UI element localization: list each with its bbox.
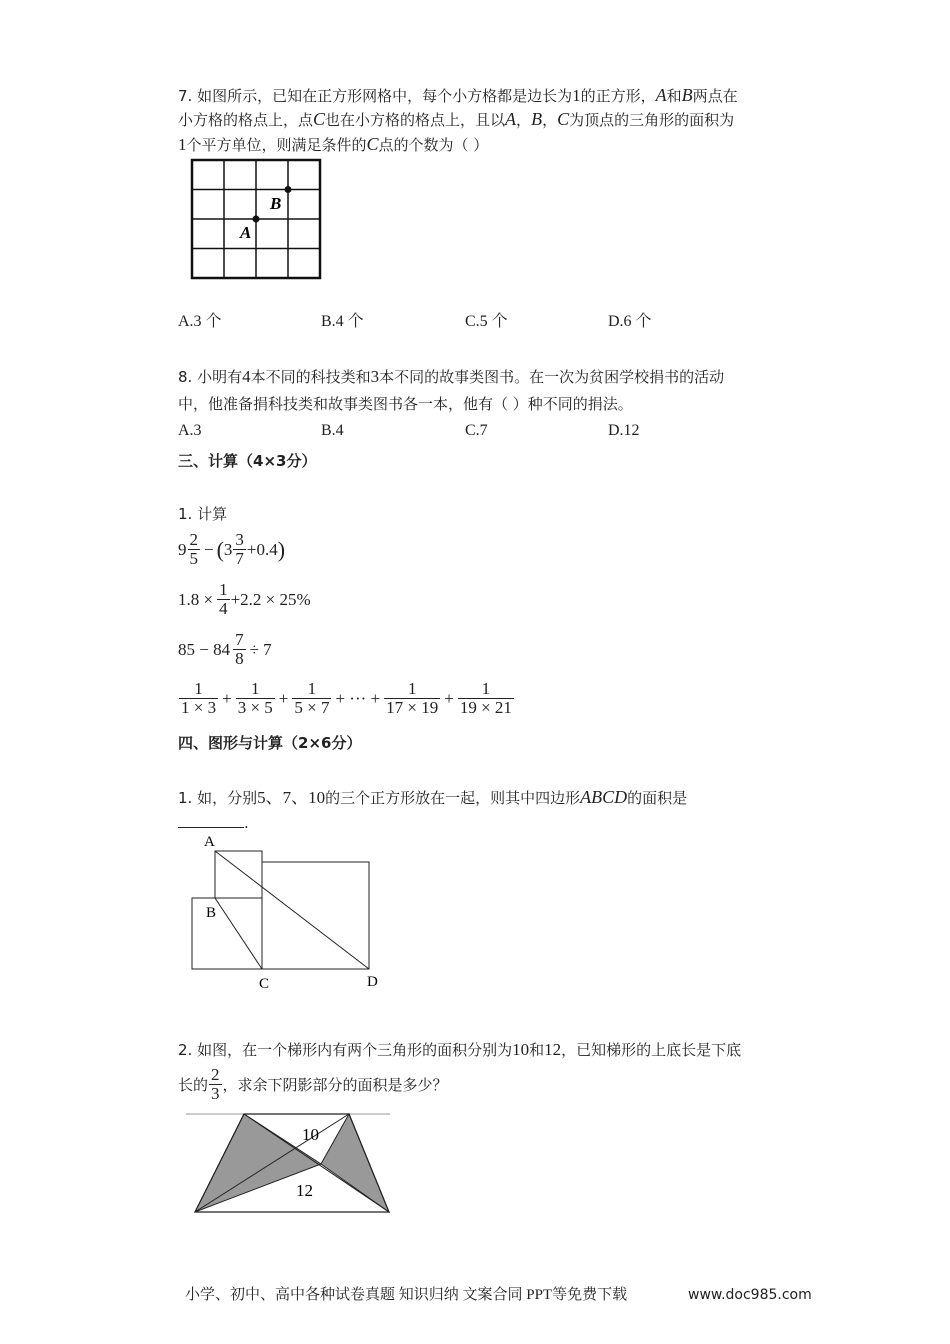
q8-option-d[interactable]: D.12 — [608, 422, 640, 439]
q7-option-c[interactable]: C.5 个 — [465, 313, 508, 330]
q7-option-a[interactable]: A.3 个 — [178, 313, 222, 330]
s4-q2-line1: 2. 如图，在一个梯形内有两个三角形的面积分别为10和12，已知梯形的上底长是下底 — [178, 1040, 742, 1059]
expr-3: 85 − 84 $\frac{7}{8}$ ÷ 7 — [178, 630, 272, 668]
q7-line3: 1个平方单位，则满足条件的C点的个数为（ ） — [178, 134, 489, 154]
q7-option-d[interactable]: D.6 个 — [608, 313, 652, 330]
fig-label-c: C — [259, 976, 270, 992]
grid-figure — [188, 156, 324, 282]
q7-line2: 小方格的格点上，点C也在小方格的格点上，且以A，B，C为顶点的三角形的面积为 — [178, 109, 735, 129]
section4-title: 四、图形与计算（2×6分） — [178, 734, 362, 752]
trap-label-bottom: 12 — [296, 1181, 313, 1200]
footer-left: 小学、初中、高中各种试卷真题 知识归纳 文案合同 PPT等免费下载 — [185, 1287, 628, 1303]
s4-q1-line1: 1. 如，分别5、7、10的三个正方形放在一起，则其中四边形ABCD的面积是 — [178, 787, 688, 807]
q8-option-a[interactable]: A.3 — [178, 422, 202, 439]
fig-label-b: B — [206, 905, 217, 921]
q8-line1: 8. 小明有4本不同的科技类和3本不同的故事类图书。在一次为贫困学校捐书的活动 — [178, 367, 725, 386]
s4-q1-line2: . — [178, 812, 249, 834]
section3-title: 三、计算（4×3分） — [178, 452, 317, 470]
fig-label-d: D — [367, 974, 378, 990]
q7-line1: 7. 如图所示，已知在正方形网格中，每个小方格都是边长为1的正方形，A和B两点在 — [178, 85, 738, 105]
q7-option-b[interactable]: B.4 个 — [321, 313, 364, 330]
grid-label-a: A — [240, 223, 252, 242]
trap-label-top: 10 — [302, 1125, 319, 1144]
fig-label-a: A — [204, 834, 215, 850]
answer-blank[interactable] — [178, 813, 244, 828]
q8-option-c[interactable]: C.7 — [465, 422, 488, 439]
squares-figure — [186, 830, 386, 995]
q8-option-b[interactable]: B.4 — [321, 422, 344, 439]
expr-1: 9 $\frac{2}{5}$ − ( 3 $\frac{3}{7}$ +0.4 ) — [178, 530, 286, 568]
trapezoid-figure — [186, 1108, 396, 1220]
point-b — [285, 186, 292, 193]
grid-label-b: B — [270, 194, 282, 213]
s4-q2-line2: 长的 $\frac{2}{3}$ ，求余下阴影部分的面积是多少？ — [178, 1065, 448, 1103]
section3-q1-label: 1. 计算 — [178, 505, 228, 523]
point-a — [253, 216, 260, 223]
expr-2: 1.8 × $\frac{1}{4}$ +2.2 × 25% — [178, 580, 311, 618]
q8-line2: 中，他准备捐科技类和故事类图书各一本，他有（ ）种不同的捐法。 — [178, 395, 633, 413]
expr-4: $\frac{1}{1 \times 3}$ + $\frac{1}{3 \times 5}$ + $\frac{1}{5 \times 7}$ + ··· + $\frac{1}{17 \times 19}$ + $\frac{1}{19 \times 21}$ — [181, 679, 512, 717]
footer-url[interactable]: www.doc985.com — [688, 1287, 812, 1303]
